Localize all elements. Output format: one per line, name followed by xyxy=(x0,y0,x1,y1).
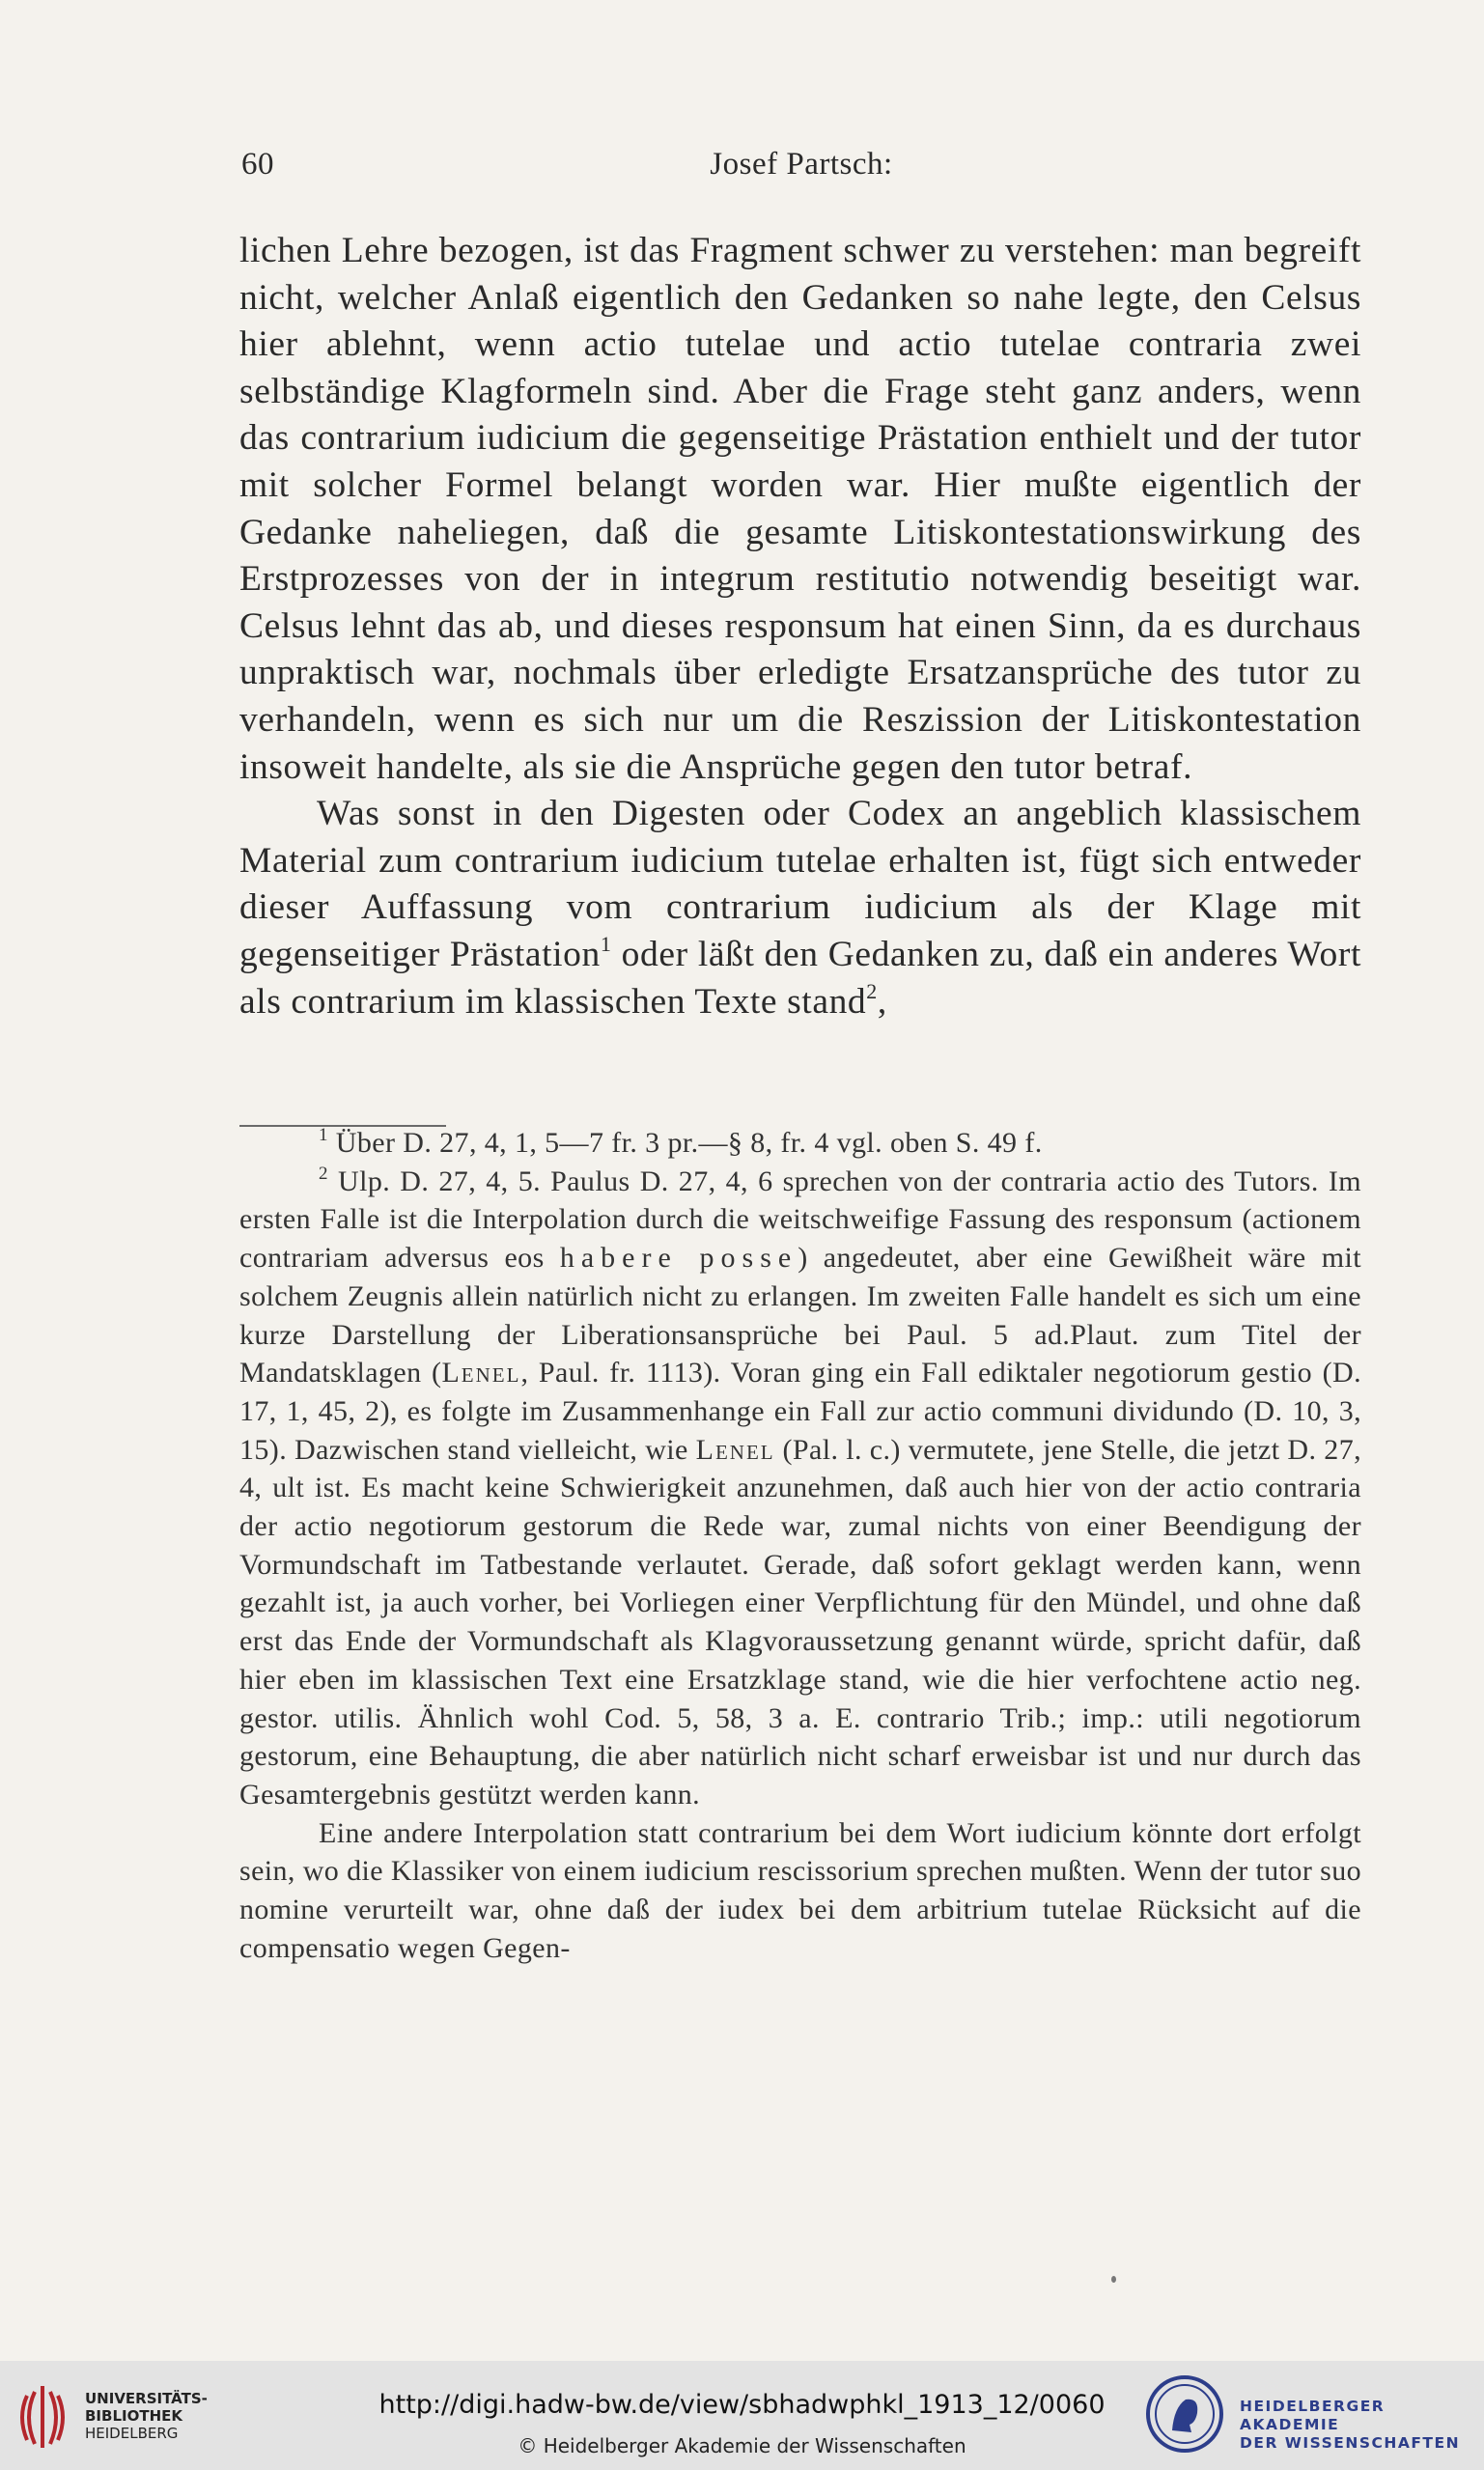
footnote-2 xyxy=(239,1163,1361,1814)
footnotes xyxy=(239,1124,1361,1967)
viewer-footer xyxy=(0,2361,1484,2470)
hadw-seal-icon xyxy=(1145,2374,1224,2454)
main-text xyxy=(239,228,1361,1025)
footnote-2-part-a: Ulp. D. 27, 4, 5. Paulus D. 27, 4, 6 sprechen von der contraria actio des Tutors. Im ersten Falle ist die Interpolation durch die weitschweifige Fassung des responsum (actionem contrariam adversus eos xyxy=(239,1165,1361,1275)
footnote-2-part-c: , Paul. fr. 1113). Voran ging ein Fall ediktaler negotiorum gestio (D. 17, 1, 45, 2), es folgte im Zusammenhange ein Fall zur actio communi dividundo (D. 10, 3, 15). Dazwischen stand vielleicht, wie xyxy=(239,1357,1361,1466)
paragraph-2-part-c: , xyxy=(877,981,887,1022)
ink-speck xyxy=(1111,2276,1116,2283)
footnote-1-mark: 1 xyxy=(319,1125,328,1145)
footnote-2-spaced-quote: habere posse xyxy=(559,1242,798,1275)
hadw-wordmark xyxy=(1240,2398,1484,2453)
footnote-2-part-d: (Pal. l. c.) vermutete, jene Stelle, die jetzt D. 27, 4, ult ist. Es macht keine Schwierigkeit anzunehmen, daß auch hier von der actio contraria der actio negotiorum gestorum die Rede war, zumal nichts von einer Beendigung der Vormundschaft im Tatbestande verlautet. Gerade, daß sofort geklagt werden kann, wenn gezahlt ist, ja auch vorher, bei Vorliegen einer Verpflichtung für den Mündel, und ohne daß erst das Ende der Vormundschaft als Klagvoraussetzung genannt würde, spricht dafür, daß hier eben im klassischen Text eine Ersatzklage stand, wie die hier verfochtene actio neg. gestor. utilis. Ähnlich wohl Cod. 5, 58, 3 a. E. contrario Trib.; imp.: utili negotiorum gestorum, eine Behauptung, die aber natürlich nicht scharf erweisbar ist und nur durch das Gesamtergebnis gestützt werden kann. xyxy=(239,1433,1361,1810)
footnote-ref-1[interactable]: 1 xyxy=(600,931,612,956)
footnote-2-part-b: ) angedeutet, aber eine Gewißheit wäre mit solchem Zeugnis allein natürlich nicht zu erlangen. Im zweiten Falle handelt es sich um eine kurze Darstellung der Liberationsansprüche bei Paul. 5 ad.Plaut. zum Titel der Mandatsklagen ( xyxy=(239,1242,1361,1389)
paragraph-1: lichen Lehre bezogen, ist das Fragment schwer zu verstehen: man begreift nicht, welcher Anlaß eigentlich den Gedanken so nahe legte, den Celsus hier ablehnt, wenn actio tutelae und actio tutelae contraria zwei selbständige Klagformeln sind. Aber die Frage steht ganz anders, wenn das contrarium iudicium die gegenseitige Prästation enthielt und der tutor mit solcher Formel belangt worden war. Hier mußte eigentlich der Gedanke naheliegen, daß die gesamte Litiskontestationswirkung des Erstprozesses von der in integrum restitutio notwendig beseitigt war. Celsus lehnt das ab, und dieses responsum hat einen Sinn, da es durchaus unpraktisch war, nochmals über erledigte Ersatzansprüche des tutor zu verhandeln, wenn es sich nur um die Reszission der Litiskontestation insoweit handelte, als sie die Ansprüche gegen den tutor betraf. xyxy=(239,231,1361,787)
hadw-line-1: HEIDELBERGER AKADEMIE xyxy=(1240,2398,1386,2433)
ub-line-3: HEIDELBERG xyxy=(85,2425,179,2442)
page-number: 60 xyxy=(241,147,274,182)
paragraph-2 xyxy=(239,791,1361,1025)
ub-line-1: UNIVERSITÄTS- xyxy=(85,2390,208,2407)
footnote-2-mark: 2 xyxy=(319,1163,328,1184)
paragraph-2-part-b: oder läßt den Gedanken zu, daß ein anderes Wort als contrarium im klassischen Texte stand xyxy=(239,934,1362,1022)
footnote-2-continued: Eine andere Interpolation statt contrarium bei dem Wort iudicium könnte dort erfolgt sein, wo die Klassiker von einem iudicium rescissorium sprechen mußten. Wenn der tutor suo nomine verurteilt war, ohne daß der iudex bei dem arbitrium tutelae Rücksicht auf die compensatio wegen Gegen- xyxy=(239,1816,1361,1964)
ub-line-2: BIBLIOTHEK xyxy=(85,2407,182,2425)
footnote-ref-2[interactable]: 2 xyxy=(866,978,878,1003)
footnote-1 xyxy=(239,1124,1361,1163)
hadw-line-2: DER WISSENSCHAFTEN xyxy=(1240,2434,1461,2452)
author-name-lenel: Lenel xyxy=(441,1357,521,1389)
running-title: Josef Partsch: xyxy=(710,147,893,182)
permalink-url[interactable]: http://digi.hadw-bw.de/view/sbhadwphkl_1913_12/0060 xyxy=(378,2390,1106,2420)
footnote-1-text: Über D. 27, 4, 1, 5—7 fr. 3 pr.—§ 8, fr. 4 vgl. oben S. 49 f. xyxy=(327,1127,1043,1159)
author-name-lenel: Lenel xyxy=(695,1433,775,1466)
paragraph-2-part-a: Was sonst in den Digesten oder Codex an angeblich klassischem Material zum contrarium iudicium tutelae erhalten ist, fügt sich entweder dieser Auffassung vom contrarium iudicium als der Klage mit gegenseitiger Prästation xyxy=(239,794,1361,974)
running-header xyxy=(241,147,1361,195)
copyright-notice: © Heidelberger Akademie der Wissenschaften xyxy=(518,2434,966,2457)
